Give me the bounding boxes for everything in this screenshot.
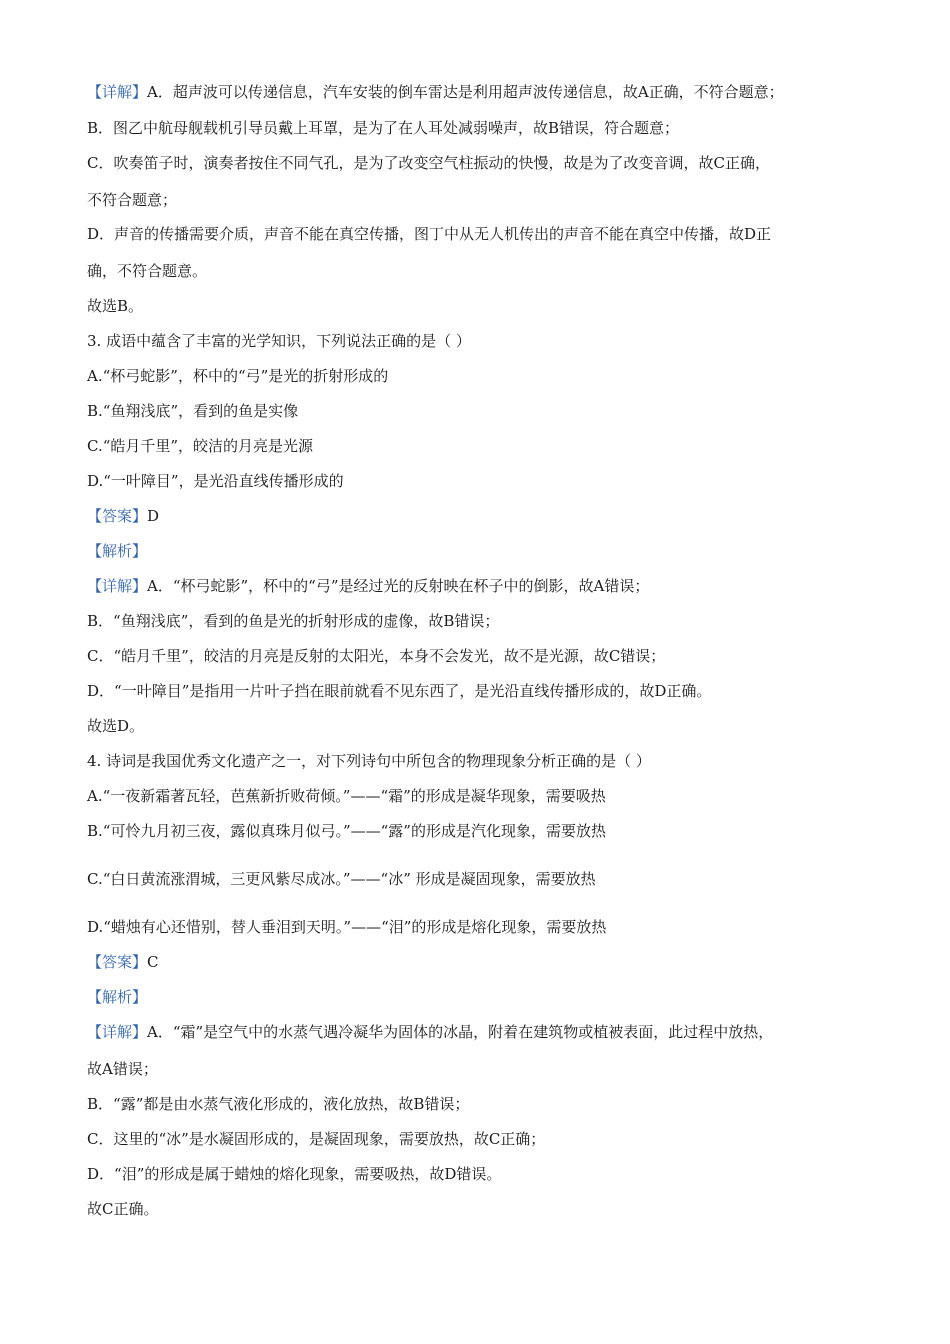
detail-text: A．“杯弓蛇影”，杯中的“弓”是经过光的反射映在杯子中的倒影，故A错误； bbox=[147, 577, 650, 595]
answer-value: D bbox=[147, 507, 160, 525]
detail-line-d2: 确，不符合题意。 bbox=[87, 262, 208, 280]
question-3-detail-b: B．“鱼翔浅底”，看到的鱼是光的折射形成的虚像，故B错误； bbox=[87, 612, 500, 630]
question-3-stem: 3. 成语中蕴含了丰富的光学知识，下列说法正确的是（ ） bbox=[87, 332, 471, 350]
question-3-detail-a bbox=[87, 576, 649, 596]
detail-line-d1: D．声音的传播需要介质，声音不能在真空传播，图丁中从无人机传出的声音不能在真空中传播，故D正 bbox=[87, 225, 772, 243]
question-3-option-b: B.“鱼翔浅底”，看到的鱼是实像 bbox=[87, 402, 299, 420]
question-4-answer bbox=[87, 952, 159, 972]
answer-value: C bbox=[147, 953, 159, 971]
question-4-analysis-tag: 【解析】 bbox=[87, 988, 148, 1006]
question-4-detail-b: B．“露”都是由水蒸气液化形成的，液化放热，故B错误； bbox=[87, 1095, 470, 1113]
question-4-detail-a1 bbox=[87, 1022, 773, 1042]
question-3-detail-d: D．“一叶障目”是指用一片叶子挡在眼前就看不见东西了，是光沿直线传播形成的，故D正确。 bbox=[87, 682, 712, 700]
question-3-analysis-tag: 【解析】 bbox=[87, 542, 148, 560]
detail-line-c2: 不符合题意； bbox=[87, 191, 178, 209]
question-4-option-d: D.“蜡烛有心还惜别，替人垂泪到天明。”——“泪”的形成是熔化现象，需要放热 bbox=[87, 918, 607, 936]
question-4-option-b: B.“可怜九月初三夜，露似真珠月似弓。”——“露”的形成是汽化现象，需要放热 bbox=[87, 822, 606, 840]
detail-text: A．“霜”是空气中的水蒸气遇冷凝华为固体的冰晶，附着在建筑物或植被表面，此过程中放热， bbox=[147, 1023, 774, 1041]
question-3-answer bbox=[87, 506, 159, 526]
detail-tag: 【详解】 bbox=[87, 83, 148, 101]
detail-line-c1: C．吹奏笛子时，演奏者按住不同气孔，是为了改变空气柱振动的快慢，故是为了改变音调，故C正确， bbox=[87, 154, 770, 172]
detail-tag: 【详解】 bbox=[87, 577, 148, 595]
detail-tag: 【详解】 bbox=[87, 1023, 148, 1041]
detail-line-a bbox=[87, 82, 784, 102]
question-4-option-c: C.“白日黄流涨渭城，三更风紫尽成冰。”——“冰” 形成是凝固现象，需要放热 bbox=[87, 870, 596, 888]
answer-tag: 【答案】 bbox=[87, 507, 148, 525]
detail-line-b: B．图乙中航母舰载机引导员戴上耳罩，是为了在人耳处减弱噪声，故B错误，符合题意； bbox=[87, 119, 680, 137]
question-4-detail-d: D．“泪”的形成是属于蜡烛的熔化现象，需要吸热，故D错误。 bbox=[87, 1165, 502, 1183]
question-4-conclusion: 故C正确。 bbox=[87, 1200, 159, 1218]
question-3-option-d: D.“一叶障目”，是光沿直线传播形成的 bbox=[87, 472, 344, 490]
question-4-stem: 4. 诗词是我国优秀文化遗产之一，对下列诗句中所包含的物理现象分析正确的是（ ） bbox=[87, 752, 651, 770]
question-3-detail-c: C．“皓月千里”，皎洁的月亮是反射的太阳光，本身不会发光，故不是光源，故C错误； bbox=[87, 647, 666, 665]
question-4-detail-c: C．这里的“冰”是水凝固形成的，是凝固现象，需要放热，故C正确； bbox=[87, 1130, 546, 1148]
conclusion: 故选B。 bbox=[87, 297, 144, 315]
question-4-option-a: A.“一夜新霜著瓦轻，芭蕉新折败荷倾。”——“霜”的形成是凝华现象，需要吸热 bbox=[87, 787, 606, 805]
detail-text: A．超声波可以传递信息，汽车安装的倒车雷达是利用超声波传递信息，故A正确，不符合题意； bbox=[147, 83, 784, 101]
question-3-conclusion: 故选D。 bbox=[87, 717, 145, 735]
question-4-detail-a2: 故A错误； bbox=[87, 1060, 158, 1078]
question-3-option-c: C.“皓月千里”，皎洁的月亮是光源 bbox=[87, 437, 314, 455]
answer-tag: 【答案】 bbox=[87, 953, 148, 971]
question-3-option-a: A.“杯弓蛇影”，杯中的“弓”是光的折射形成的 bbox=[87, 367, 389, 385]
